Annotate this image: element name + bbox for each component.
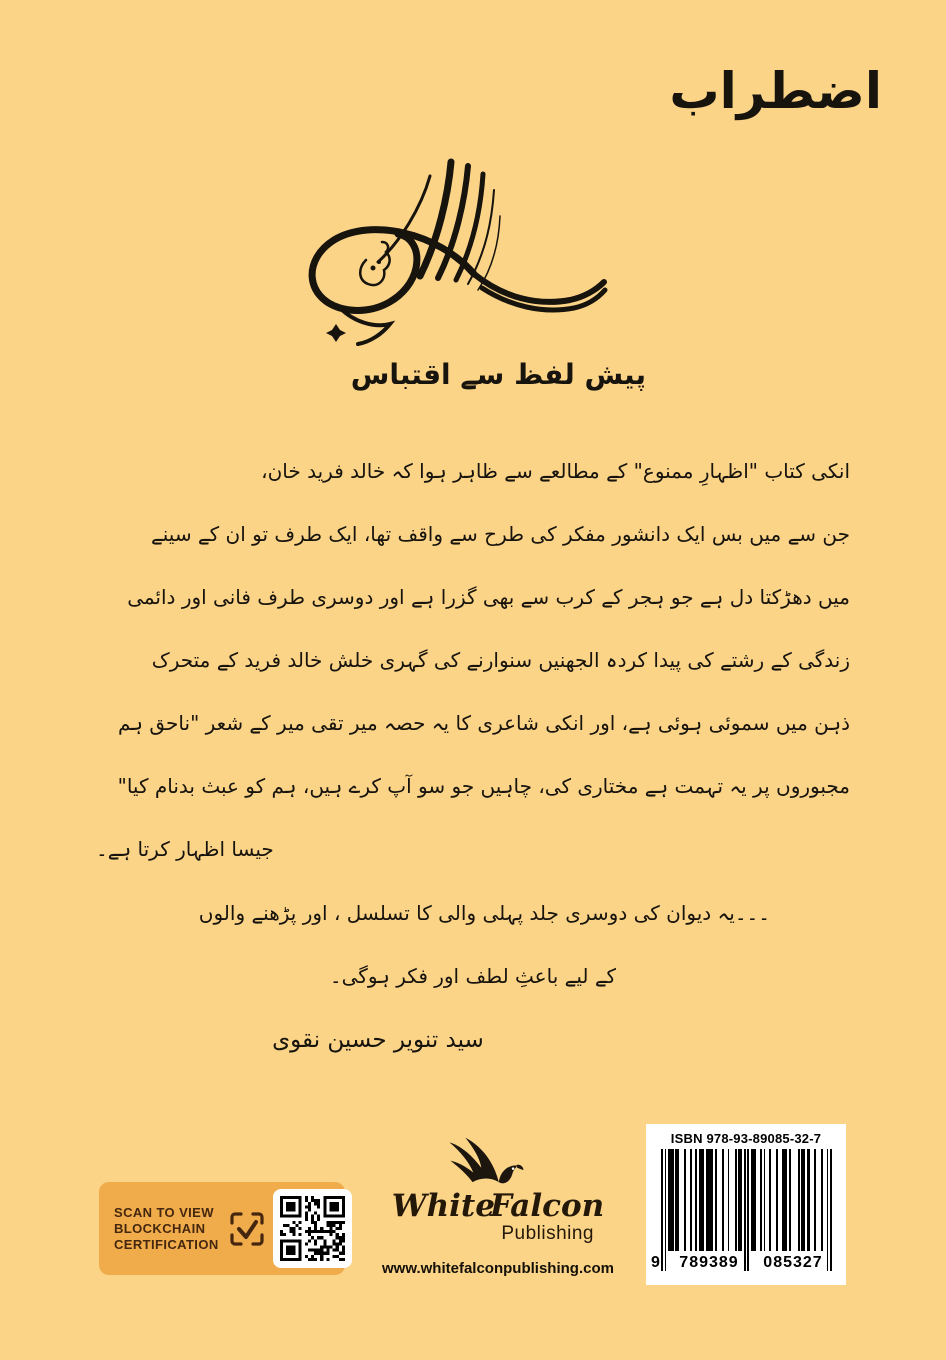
publisher-block bbox=[366, 1136, 630, 1277]
excerpt-line: جیسا اظہار کرتا ہے۔ bbox=[96, 837, 274, 861]
barcode-bar bbox=[789, 1149, 791, 1251]
badge-text bbox=[114, 1205, 219, 1253]
title-calligraphy-artwork bbox=[278, 156, 608, 354]
barcode-bar bbox=[830, 1149, 832, 1271]
barcode-bar bbox=[809, 1149, 811, 1251]
closing-line: ۔۔۔یہ دیوان کی دوسری جلد پہلی والی کا تسلسل ، اور پڑھنے والوں bbox=[198, 901, 770, 925]
badge-line-3: CERTIFICATION bbox=[114, 1236, 219, 1252]
barcode-bar bbox=[814, 1149, 816, 1251]
ean13-barcode bbox=[651, 1149, 841, 1277]
publisher-website: www.whitefalconpublishing.com bbox=[382, 1260, 614, 1277]
badge-line-1: SCAN TO VIEW bbox=[114, 1204, 214, 1220]
isbn-block bbox=[646, 1124, 846, 1285]
barcode-bar bbox=[776, 1149, 778, 1251]
barcode-bar bbox=[747, 1149, 749, 1271]
barcode-digits-right: 085327 bbox=[757, 1253, 829, 1273]
excerpt-line: ذہن میں سموئی ہوئی ہے، اور انکی شاعری کا یہ حصہ میر تقی میر کے شعر "ناحق ہم bbox=[117, 711, 850, 735]
barcode-bar bbox=[728, 1149, 730, 1251]
closing-line: کے لیے باعثِ لطف اور فکر ہوگی۔ bbox=[329, 964, 617, 988]
author-name: سید تنویر حسین نقوی bbox=[272, 1027, 484, 1053]
preface-excerpt bbox=[96, 440, 850, 881]
barcode-bar bbox=[803, 1149, 805, 1251]
barcode-bar bbox=[722, 1149, 724, 1251]
barcode-bar bbox=[740, 1149, 742, 1251]
section-heading: پیش لفظ سے اقتباس bbox=[350, 358, 646, 391]
barcode-bar bbox=[661, 1149, 663, 1271]
barcode-bar bbox=[798, 1149, 800, 1251]
barcode-bar bbox=[702, 1149, 704, 1251]
publisher-name bbox=[366, 1190, 630, 1222]
excerpt-line: زندگی کے رشتے کی پیدا کردہ الجھنیں سنوارنے کی گہری خلش خالد فرید کے متحرک bbox=[151, 648, 850, 672]
barcode-digit-left: 9 bbox=[651, 1253, 663, 1273]
barcode-bar bbox=[827, 1149, 829, 1271]
excerpt-line: جن سے میں بس ایک دانشور مفکر کی طرح سے واقف تھا، ایک طرف تو ان کے سینے bbox=[151, 522, 850, 546]
checkmark-brackets-icon bbox=[230, 1212, 264, 1246]
badge-line-2: BLOCKCHAIN bbox=[114, 1220, 206, 1236]
barcode-bar bbox=[715, 1149, 717, 1251]
book-title: اضطراب bbox=[669, 62, 882, 120]
qr-code-pattern bbox=[280, 1196, 345, 1261]
publisher-tagline: Publishing bbox=[501, 1223, 594, 1244]
barcode-bar bbox=[760, 1149, 762, 1251]
excerpt-line: انکی کتاب "اظہارِ ممنوع" کے مطالعے سے ظاہر ہوا کہ خالد فرید خان، bbox=[261, 459, 850, 483]
barcode-bar bbox=[677, 1149, 679, 1251]
closing-note bbox=[96, 882, 850, 1008]
barcode-bar bbox=[684, 1149, 686, 1251]
barcode-bar bbox=[744, 1149, 746, 1271]
barcode-bar bbox=[764, 1149, 766, 1251]
publisher-name-falcon: Falcon bbox=[489, 1188, 605, 1224]
excerpt-line: میں دھڑکتا دل ہے جو ہجر کے کرب سے بھی گزرا ہے اور دوسری طرف فانی اور دائمی bbox=[127, 585, 850, 609]
barcode-bar bbox=[711, 1149, 713, 1251]
barcode-bar bbox=[665, 1149, 667, 1271]
barcode-digits bbox=[651, 1253, 841, 1273]
barcode-bar bbox=[785, 1149, 787, 1251]
blockchain-certification-badge bbox=[99, 1182, 345, 1275]
barcode-bar bbox=[695, 1149, 697, 1251]
barcode-bar bbox=[735, 1149, 737, 1251]
barcode-digits-mid: 789389 bbox=[673, 1253, 745, 1273]
barcode-bar bbox=[821, 1149, 823, 1251]
publisher-name-white: White bbox=[391, 1188, 495, 1224]
barcode-bar bbox=[672, 1149, 674, 1251]
barcode-bar bbox=[769, 1149, 771, 1251]
barcode-bar bbox=[690, 1149, 692, 1251]
isbn-label: ISBN 978-93-89085-32-7 bbox=[670, 1131, 822, 1146]
excerpt-line: مجبوروں پر یہ تہمت ہے مختاری کی، چاہیں جو سو آپ کرے ہیں، ہم کو عبث بدنام کیا" bbox=[117, 774, 850, 798]
barcode-bar bbox=[755, 1149, 757, 1251]
qr-code bbox=[273, 1189, 352, 1268]
